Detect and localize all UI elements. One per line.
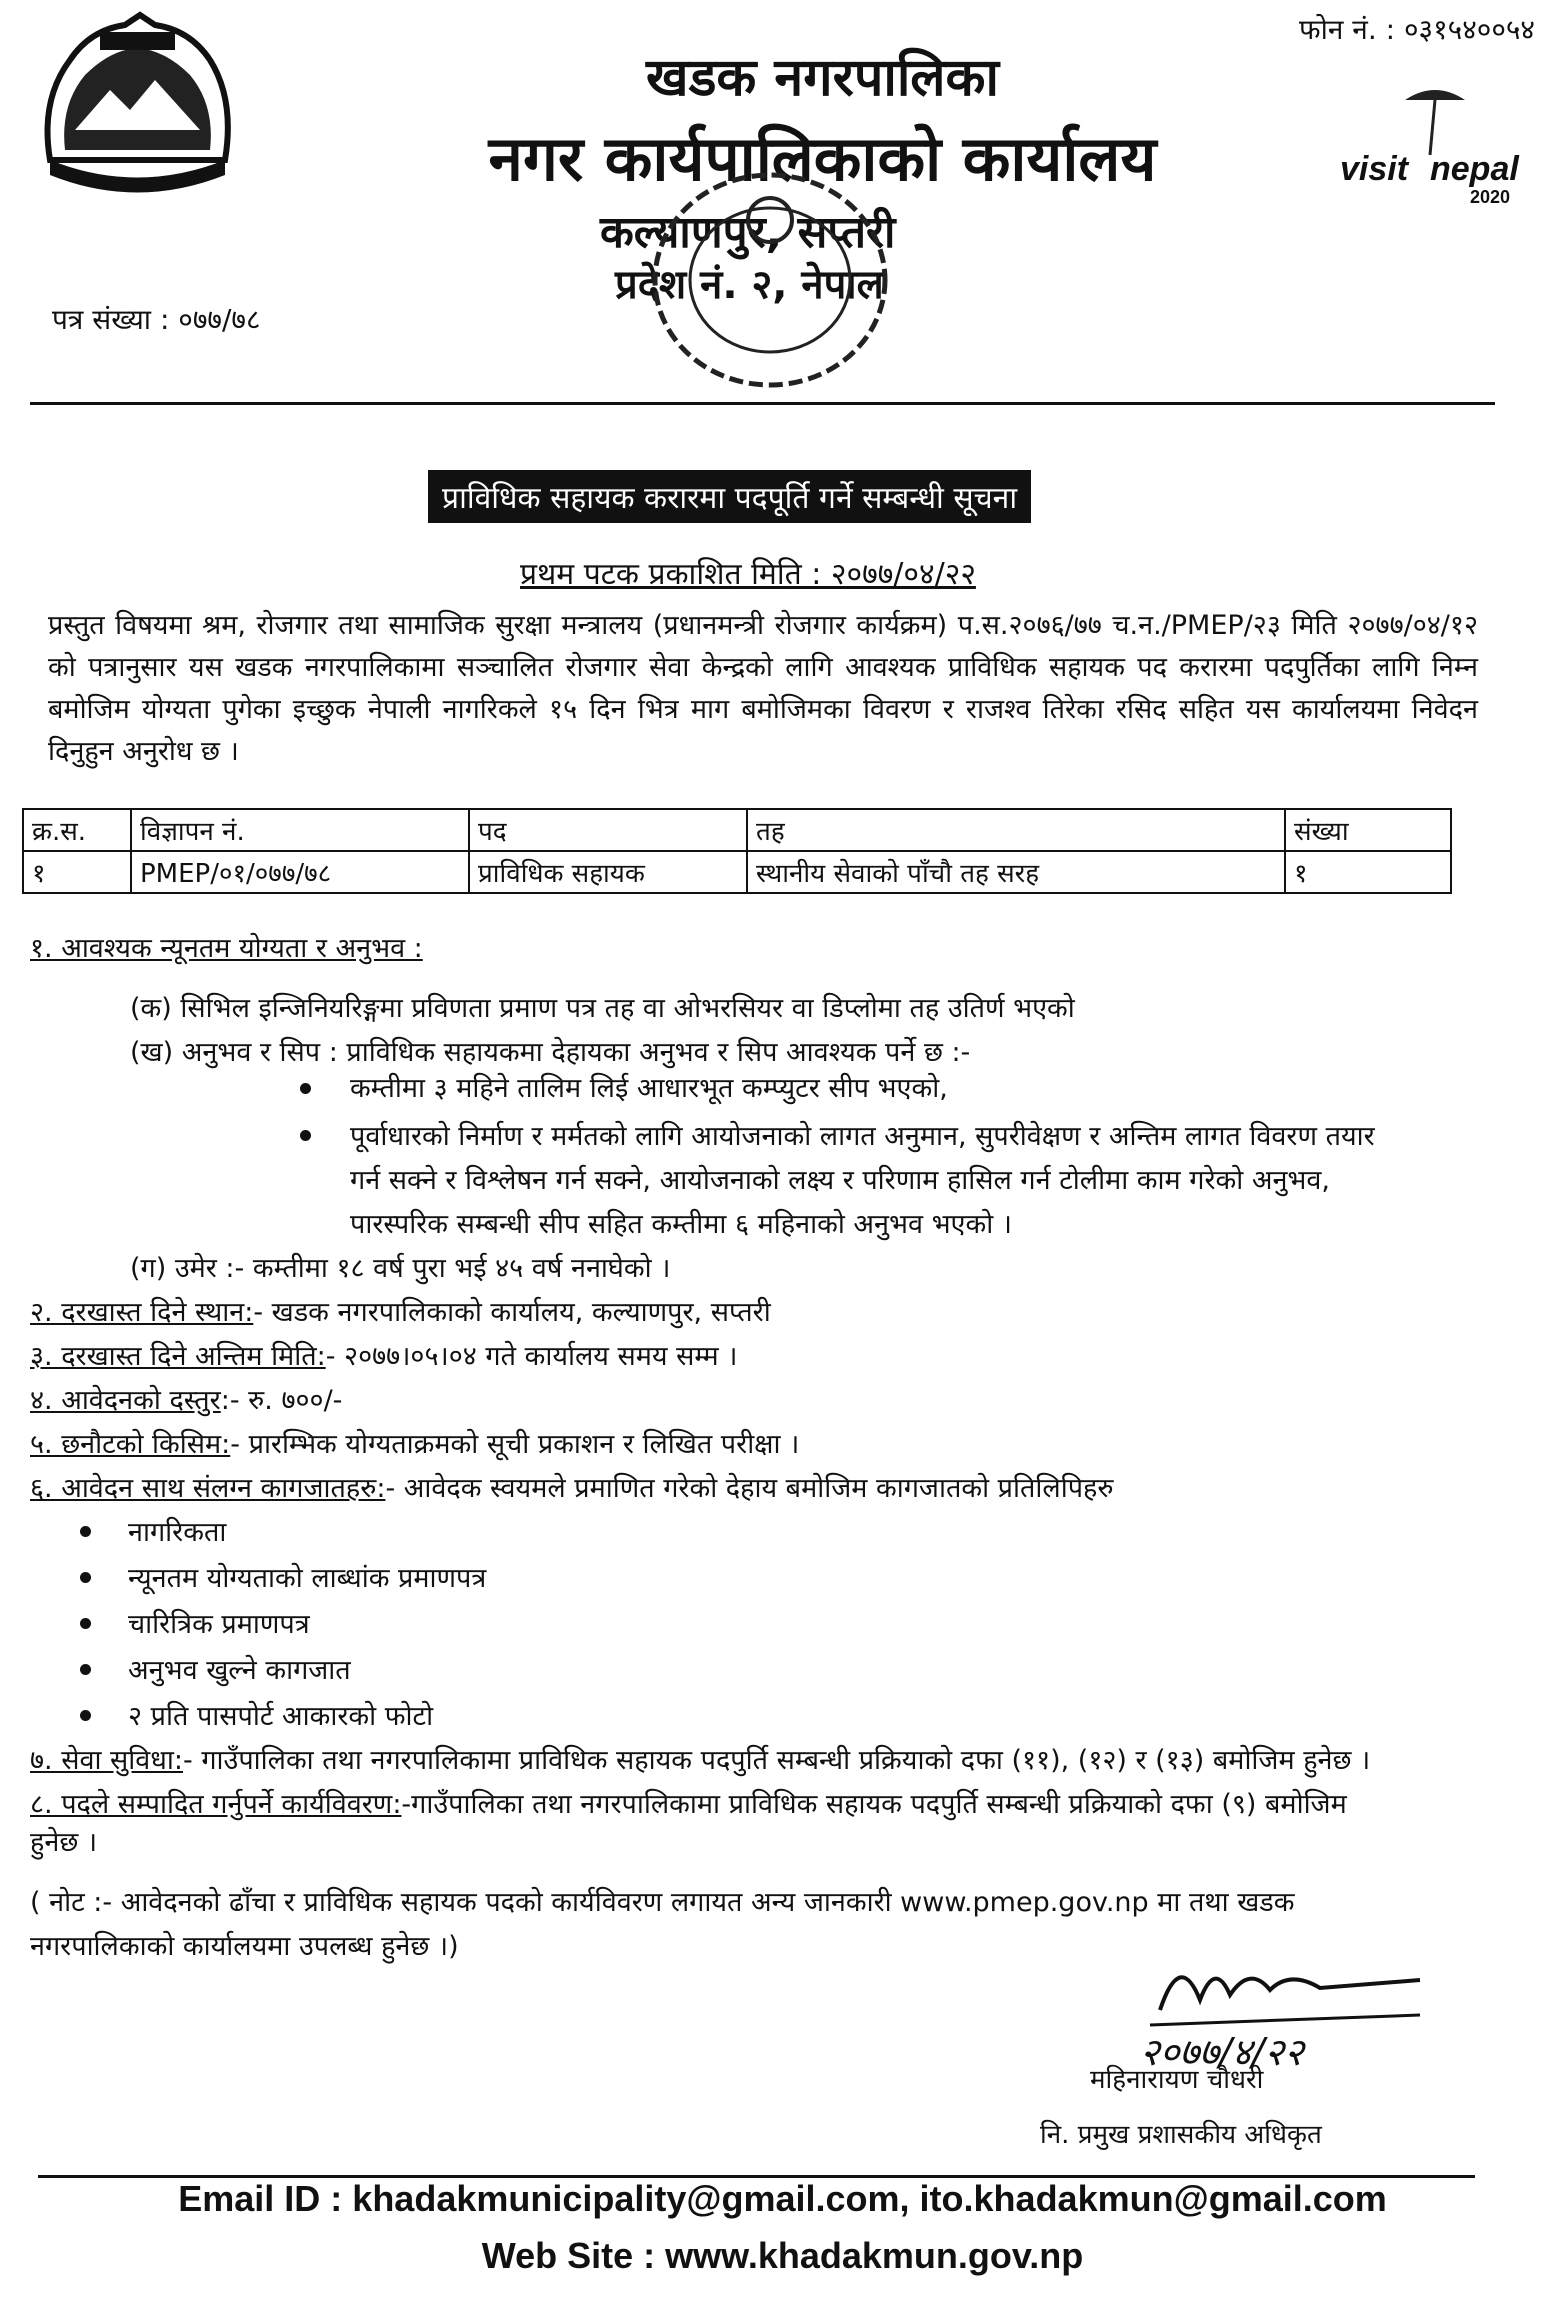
section-3-label: ३. दरखास्त दिने अन्तिम मिति:	[30, 1341, 326, 1372]
document-list-item: अनुभव खुल्ने कागजात	[128, 1655, 351, 1686]
bullet-icon	[80, 1710, 91, 1721]
municipality-name: खडक नगरपालिका	[646, 48, 999, 108]
section-6-label: ६. आवेदन साथ संलग्न कागजातहरु:	[30, 1473, 386, 1504]
table-header-cell: विज्ञापन नं.	[131, 809, 469, 851]
vacancy-table	[22, 808, 1452, 894]
section-2-value: - खडक नगरपालिकाको कार्यालय, कल्याणपुर, सप्तरी	[253, 1297, 771, 1328]
table-cell: १	[1285, 851, 1451, 893]
table-header-row	[23, 809, 1451, 851]
section-6-value: - आवेदक स्वयमले प्रमाणित गरेको देहाय बमोजिम कागजातको प्रतिलिपिहरु	[385, 1473, 1114, 1504]
section-1-kha: (ख) अनुभव र सिप : प्राविधिक सहायकमा देहायका अनुभव र सिप आवश्यक पर्ने छ :-	[130, 1037, 971, 1068]
section-7-value: - गाउँपालिका तथा नगरपालिकामा प्राविधिक सहायक पदपुर्ति सम्बन्धी प्रक्रियाको दफा (११), (१२) र (१३) बमोजिम हुनेछ ।	[183, 1745, 1371, 1776]
section-8	[30, 1784, 1347, 1821]
table-header-cell: तह	[747, 809, 1285, 851]
svg-text:2020: 2020	[1470, 187, 1511, 207]
intro-paragraph: प्रस्तुत विषयमा श्रम, रोजगार तथा सामाजिक सुरक्षा मन्त्रालय (प्रधानमन्त्री रोजगार कार्यक्रम) प.स.२०७६/७७ च.न./PMEP/२३ मिति २०७७/०४/१२ को पत्रानुसार यस खडक नगरपालिकामा सञ्चालित रोजगार सेवा केन्द्रको लागि आवश्यक प्राविधिक सहायक पद करारमा पदपुर्तिका लागि निम्न बमोजिम योग्यता पुगेका इच्छुक नेपाली नागरिकले १५ दिन भित्र माग बमोजिमका विवरण र राजश्व तिरेका रसिद सहित यस कार्यालयमा निवेदन दिनुहुन अनुरोध छ ।	[48, 610, 1478, 767]
document-list-item: चारित्रिक प्रमाणपत्र	[128, 1609, 310, 1640]
footer-website: Web Site : www.khadakmun.gov.np	[481, 2235, 1084, 2276]
note-line-2: नगरपालिकाको कार्यालयमा उपलब्ध हुनेछ ।)	[30, 1931, 459, 1962]
section-8-value: -गाउँपालिका तथा नगरपालिकामा प्राविधिक सहायक पदपुर्ति सम्बन्धी प्रक्रियाको दफा (९) बमोजिम	[401, 1789, 1347, 1820]
office-name: नगर कार्यपालिकाको कार्यालय	[488, 122, 1157, 195]
official-stamp-seal	[640, 160, 900, 400]
published-date: प्रथम पटक प्रकाशित मिति : २०७७/०४/२२	[520, 557, 976, 592]
bullet-icon	[80, 1664, 91, 1675]
section-7-label: ७. सेवा सुविधा:	[30, 1745, 183, 1776]
section-1-ka: (क) सिभिल इन्जिनियरिङ्गमा प्रविणता प्रमाण पत्र तह वा ओभरसियर वा डिप्लोमा तह उतिर्ण भएको	[130, 993, 1075, 1024]
section-3	[30, 1336, 737, 1373]
section-5-label: ५. छनौटको किसिम:	[30, 1429, 231, 1460]
table-cell: PMEP/०१/०७७/७८	[131, 851, 469, 893]
bullet-icon	[300, 1083, 311, 1094]
section-1-ga: (ग) उमेर :- कम्तीमा १८ वर्ष पुरा भई ४५ वर्ष ननाघेको ।	[130, 1253, 671, 1284]
section-1-title: १. आवश्यक न्यूनतम योग्यता र अनुभव :	[30, 933, 423, 964]
section-1-bullet-2-line-3: पारस्परिक सम्बन्धी सीप सहित कम्तीमा ६ महिनाको अनुभव भएको ।	[350, 1209, 1013, 1240]
section-1-bullet-2-line-2: गर्न सक्ने र विश्लेषन गर्न सक्ने, आयोजनाको लक्ष्य र परिणाम हासिल गर्न टोलीमा काम गरेको अनुभव,	[350, 1165, 1331, 1196]
table-header-cell: संख्या	[1285, 809, 1451, 851]
section-6	[30, 1468, 1114, 1505]
document-list-item: २ प्रति पासपोर्ट आकारको फोटो	[128, 1701, 434, 1732]
province-line: प्रदेश नं. २, नेपाल	[615, 262, 884, 308]
bullet-icon	[80, 1572, 91, 1583]
table-cell: स्थानीय सेवाको पाँचौ तह सरह	[747, 851, 1285, 893]
header-divider	[30, 402, 1495, 405]
section-2-label: २. दरखास्त दिने स्थान:	[30, 1297, 254, 1328]
section-4-value: :- रु. ७००/-	[220, 1385, 343, 1416]
section-8-continued: हुनेछ ।	[30, 1827, 98, 1858]
section-5-value: - प्रारम्भिक योग्यताक्रमको सूची प्रकाशन र लिखित परीक्षा ।	[230, 1429, 800, 1460]
note-line-1: ( नोट :- आवेदनको ढाँचा र प्राविधिक सहायक पदको कार्यविवरण लगायत अन्य जानकारी www.pmep.gov.np मा तथा खडक	[30, 1887, 1295, 1918]
bullet-icon	[300, 1130, 311, 1141]
section-4	[30, 1380, 342, 1417]
signatory-title: नि. प्रमुख प्रशासकीय अधिकृत	[1040, 2120, 1322, 2150]
notice-title: प्राविधिक सहायक करारमा पदपूर्ति गर्ने सम्बन्धी सूचना	[428, 470, 1031, 523]
table-cell: १	[23, 851, 131, 893]
table-header-cell: क्र.स.	[23, 809, 131, 851]
document-list-item: न्यूनतम योग्यताको लाब्धांक प्रमाणपत्र	[128, 1563, 487, 1594]
reference-number: पत्र संख्या : ०७७/७८	[52, 303, 261, 336]
section-5	[30, 1424, 799, 1461]
table-row	[23, 851, 1451, 893]
bullet-icon	[80, 1526, 91, 1537]
table-cell: प्राविधिक सहायक	[469, 851, 747, 893]
office-phone-number: फोन नं. : ०३१५४००५४	[1299, 13, 1535, 46]
footer-email: Email ID : khadakmunicipality@gmail.com, ito.khadakmun@gmail.com	[178, 2178, 1387, 2219]
office-address: कल्याणपुर, सप्तरी	[600, 207, 896, 258]
document-list-item: नागरिकता	[128, 1517, 227, 1548]
section-1-bullet-2-line-1: पूर्वाधारको निर्माण र मर्मतको लागि आयोजनाको लागत अनुमान, सुपरीवेक्षण र अन्तिम लागत विवरण तयार	[350, 1121, 1375, 1152]
section-8-label: ८. पदले सम्पादित गर्नुपर्ने कार्यविवरण:	[30, 1789, 402, 1820]
bullet-icon	[80, 1618, 91, 1629]
section-1-bullet-1: कम्तीमा ३ महिने तालिम लिई आधारभूत कम्प्युटर सीप भएको,	[350, 1073, 948, 1104]
signatory-name: महिनारायण चौधरी	[1090, 2065, 1264, 2095]
section-7	[30, 1740, 1370, 1777]
svg-text:visit: visit	[1340, 150, 1409, 188]
visit-nepal-2020-logo	[1330, 85, 1545, 210]
svg-text:nepal: nepal	[1430, 150, 1519, 188]
section-3-value: - २०७७।०५।०४ गते कार्यालय समय सम्म ।	[325, 1341, 738, 1372]
section-2	[30, 1292, 771, 1329]
handwritten-date: २०७७/४/२२	[1140, 2030, 1304, 2074]
section-4-label: ४. आवेदनको दस्तुर	[30, 1385, 221, 1416]
table-header-cell: पद	[469, 809, 747, 851]
